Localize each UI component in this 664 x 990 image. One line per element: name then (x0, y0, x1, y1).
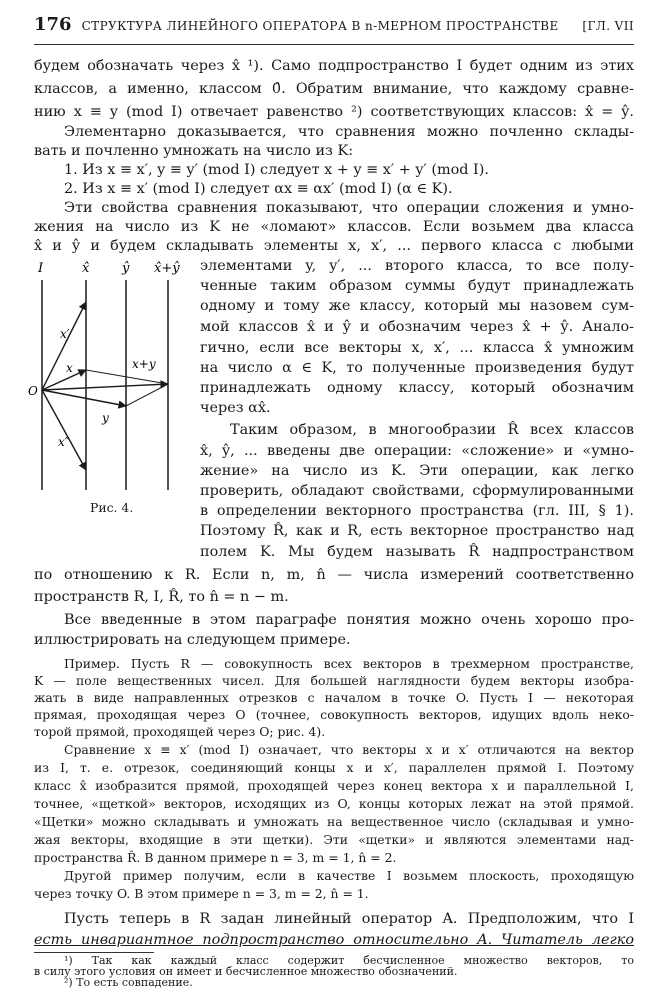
vector-x-prime (42, 302, 86, 390)
example-line: прямая, проходящая через O (точнее, совокупность векторов, идущих вдоль неко- (34, 707, 634, 722)
parallelogram-side (126, 384, 168, 406)
example-line: Другой пример получим, если в качестве I возьмем плоскость, проходящую (64, 868, 634, 883)
page-number: 176 (34, 14, 72, 35)
text-line: нию x ≡ y (mod I) отвечает равенство ²) соответствующих классов: x̂ = ŷ. (34, 104, 634, 120)
label-y: y (102, 411, 109, 425)
example-line: из I, т. е. отрезок, соединяющий концы x и x′, параллелен прямой I. Поэтому (34, 760, 634, 775)
example-line: класс x̂ изобразится прямой, проходящей через конец вектора x и параллельной I, (34, 778, 634, 793)
text-line: по отношению к R. Если n, m, n̂ — числа измерений соответственно (34, 567, 634, 583)
figure-4 (28, 256, 198, 496)
running-header (34, 14, 634, 35)
example-line: Пример. Пусть R — совокупность всех векторов в трехмерном пространстве, (64, 656, 634, 671)
list-item: 2. Из x ≡ x′ (mod I) следует αx ≡ αx′ (mod I) (α ∈ K). (64, 181, 453, 197)
example-line: жая векторы, входящие в эти щетки). Эти «щетки» и являются элементами над- (34, 832, 634, 847)
label-x-plus-y: x+y (132, 357, 156, 371)
footnote-line: ²) То есть совпадение. (64, 976, 193, 989)
figure-caption: Рис. 4. (90, 500, 134, 515)
text-line: Пусть теперь в R задан линейный оператор A. Предположим, что I (64, 911, 634, 927)
text-line: мой классов x̂ и ŷ и обозначим через x̂ + ŷ. Анало- (200, 319, 634, 335)
text-line: иллюстрировать на следующем примере. (34, 632, 351, 648)
text-line: пространств R, I, R̂, то n̂ = n − m. (34, 589, 289, 605)
text-line: будем обозначать через x̂ ¹). Само подпространство I будет одним из этих (34, 58, 634, 74)
text-line: элементами y, y′, ... второго класса, то все полу- (200, 258, 634, 274)
list-item: 1. Из x ≡ x′, y ≡ y′ (mod I) следует x + y ≡ x′ + y′ (mod I). (64, 162, 489, 178)
vector-y (42, 390, 126, 406)
text-line: Поэтому R̂, как и R, есть векторное пространство над (200, 523, 634, 539)
example-line: торой прямой, проходящей через O; рис. 4). (34, 724, 326, 739)
text-line: x̂ и ŷ и будем складывать элементы x, x′, ... первого класса с любыми (34, 238, 634, 254)
label-x-double-prime: x″ (58, 435, 70, 449)
label-origin: O (28, 384, 38, 398)
text-line: в определении векторного пространства (гл. III, § 1). (200, 503, 634, 519)
header-chapter: [ГЛ. VII (582, 19, 634, 33)
label-line-i: I (38, 261, 44, 276)
vector-x-double-prime (42, 390, 86, 470)
text-line: одному и тому же классу, который мы назовем сум- (200, 298, 634, 314)
text-line: ченные таким образом суммы будут принадлежать (200, 278, 634, 294)
footnote-rule (34, 952, 154, 953)
header-title: СТРУКТУРА ЛИНЕЙНОГО ОПЕРАТОРА В n-МЕРНОМ ПРОСТРАНСТВЕ (81, 19, 559, 33)
text-line: полем K. Мы будем называть R̂ надпространством (200, 544, 634, 560)
text-line: Эти свойства сравнения показывают, что операции сложения и умно- (64, 200, 634, 216)
label-class-x: x̂ (82, 261, 90, 276)
text-line: жения на число из K не «ломают» классов. Если возьмем два класса (34, 219, 634, 235)
example-line: «Щетки» можно складывать и умножать на вещественное число (складывая и умно- (34, 814, 634, 829)
example-line: через точку O. В этом примере n = 3, m = 2, n̂ = 1. (34, 886, 369, 901)
text-line: проверить, обладают свойствами, сформулированными (200, 483, 634, 499)
example-line: пространства R̂. В данном примере n = 3, m = 1, n̂ = 2. (34, 850, 397, 865)
example-line: точнее, «щеткой» векторов, исходящих из O, концы которых лежат на этой прямой. (34, 796, 634, 811)
example-line: K — поле вещественных чисел. Для большей наглядности будем векторы изобра- (34, 673, 634, 688)
label-class-sum: x̂+ŷ (154, 261, 180, 276)
example-line: Сравнение x ≡ x′ (mod I) означает, что векторы x и x′ отличаются на вектор (64, 742, 634, 757)
text-line: принадлежать одному классу, который обозначим (200, 380, 634, 396)
text-line: Все введенные в этом параграфе понятия можно очень хорошо про- (64, 612, 634, 628)
parallelogram-side (86, 370, 168, 384)
text-line: гично, если все векторы x, x′, ... класса x̂ умножим (200, 340, 634, 356)
example-line: жать в виде направленных отрезков с началом в точке O. Пусть I — некоторая (34, 690, 634, 705)
text-line: вать и почленно умножать на число из K: (34, 143, 354, 159)
text-line: Элементарно доказывается, что сравнения можно почленно склады- (64, 124, 634, 140)
text-line: классов, а именно, классом 0̂. Обратим внимание, что каждому сравне- (34, 81, 634, 97)
text-line: через αx̂. (200, 400, 271, 416)
text-line-emphasis: есть инвариантное подпространство относительно A. Читатель легко (34, 932, 634, 948)
footnote-line: ¹) Так как каждый класс содержит бесчисленное множество векторов, то (64, 954, 634, 967)
label-x-prime: x′ (60, 327, 70, 341)
text-line: Таким образом, в многообразии R̂ всех классов (230, 422, 634, 438)
footnote-line: в силу этого условия он имеет и бесчисленное множество обозначений. (34, 965, 458, 978)
vector-x (42, 370, 86, 390)
header-rule (34, 44, 634, 45)
label-x: x (66, 361, 73, 375)
text-line: на число α ∈ K, то полученные произведения будут (200, 360, 634, 376)
label-class-y: ŷ (122, 261, 130, 276)
vector-x-plus-y (42, 384, 168, 390)
text-line: x̂, ŷ, ... введены две операции: «сложение» и «умно- (200, 443, 634, 459)
text-line: жение» на число из K. Эти операции, как легко (200, 463, 634, 479)
